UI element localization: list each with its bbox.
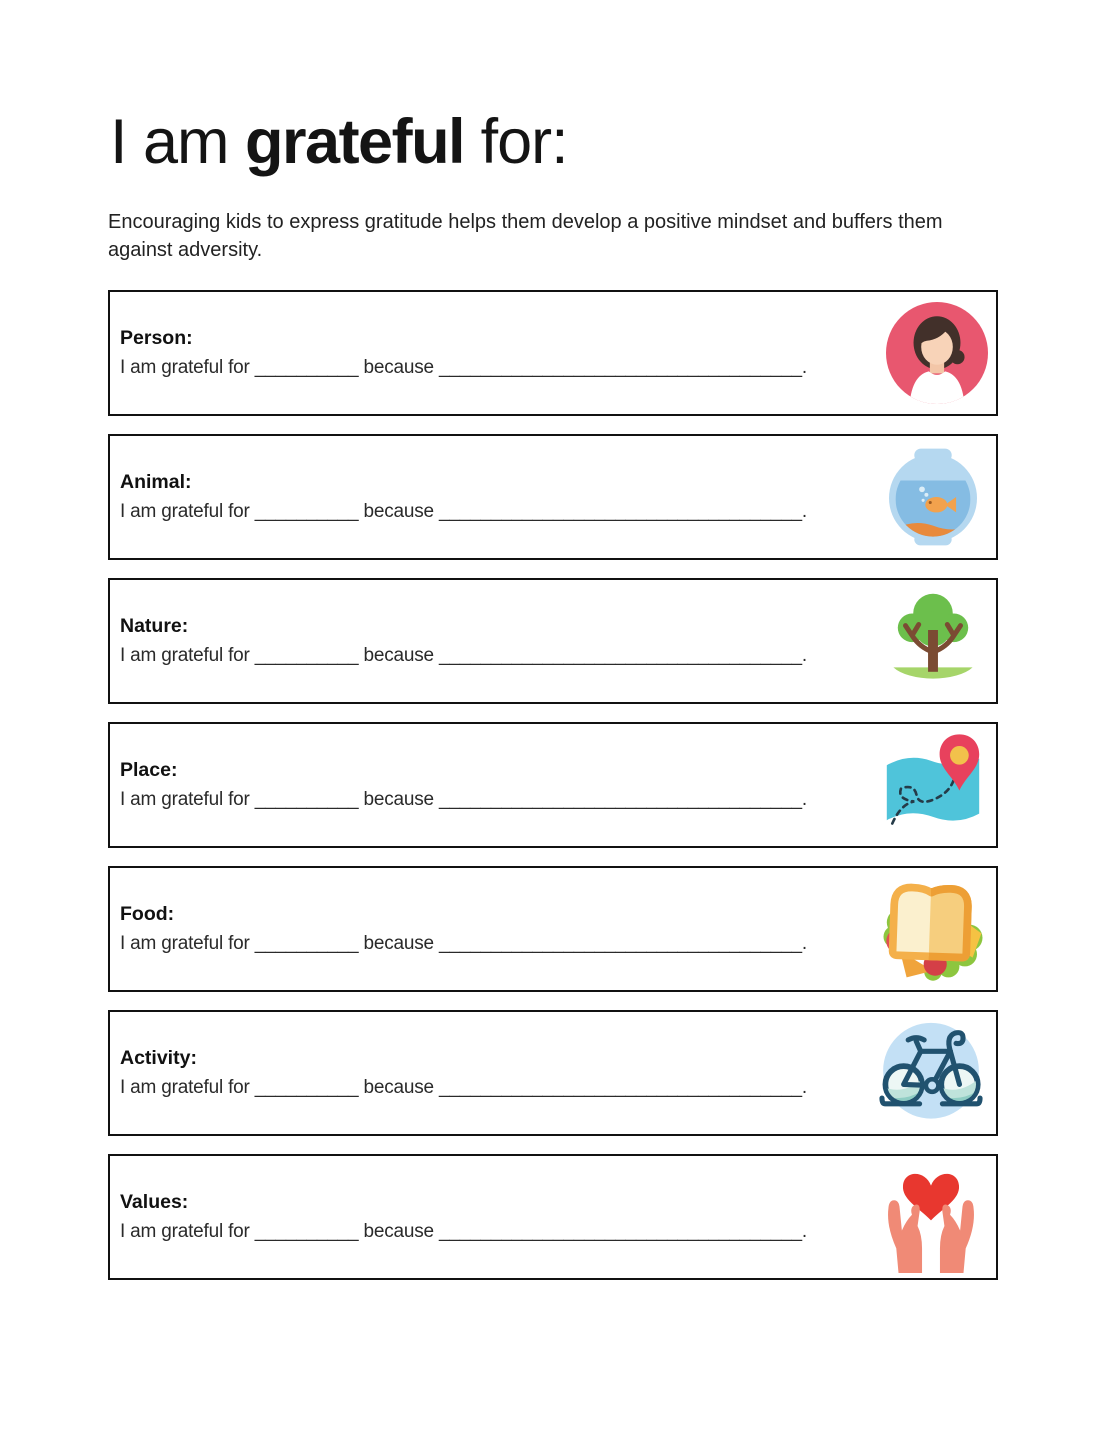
fill-in-sentence: I am grateful for __________ because ___________________________________. [120,1221,807,1242]
fill-in-sentence: I am grateful for __________ because ___________________________________. [120,933,807,954]
card-label: Food: [120,903,175,925]
fill-in-sentence: I am grateful for __________ because ___________________________________. [120,501,807,522]
card-label: Activity: [120,1047,197,1069]
gratitude-card-person [108,290,998,416]
page-title [110,100,998,184]
sandwich-icon [878,874,988,984]
card-label: Values: [120,1191,189,1213]
bicycle-icon [874,1016,988,1130]
card-text [120,471,872,523]
page-subtitle: Encouraging kids to express gratitude helps them develop a positive mindset and buffers them against adversity. [108,211,943,261]
fill-in-sentence: I am grateful for __________ because ___________________________________. [120,1077,807,1098]
gratitude-card-activity [108,1010,998,1136]
gratitude-card-nature [108,578,998,704]
map-pin-icon [878,730,988,840]
card-text [120,903,872,955]
card-label: Nature: [120,615,189,637]
fill-in-sentence: I am grateful for __________ because ___________________________________. [120,357,807,378]
card-label: Place: [120,759,178,781]
card-text [120,759,872,811]
fishbowl-icon [878,442,988,552]
title-suffix: for: [464,107,568,177]
tree-icon [878,586,988,696]
fill-in-sentence: I am grateful for __________ because ___________________________________. [120,789,807,810]
gratitude-card-animal [108,434,998,560]
gratitude-card-values [108,1154,998,1280]
hands-heart-icon [874,1161,988,1273]
card-text [120,615,872,667]
person-avatar-icon [886,302,988,404]
card-text [120,1047,868,1099]
card-label: Person: [120,327,193,349]
card-text [120,1191,868,1243]
card-label: Animal: [120,471,192,493]
card-text [120,327,880,379]
gratitude-card-place [108,722,998,848]
fill-in-sentence: I am grateful for __________ because ___________________________________. [120,645,807,666]
title-emphasis: grateful [245,107,465,177]
title-prefix: I am [110,107,246,177]
gratitude-card-list [108,290,998,1280]
gratitude-card-food [108,866,998,992]
